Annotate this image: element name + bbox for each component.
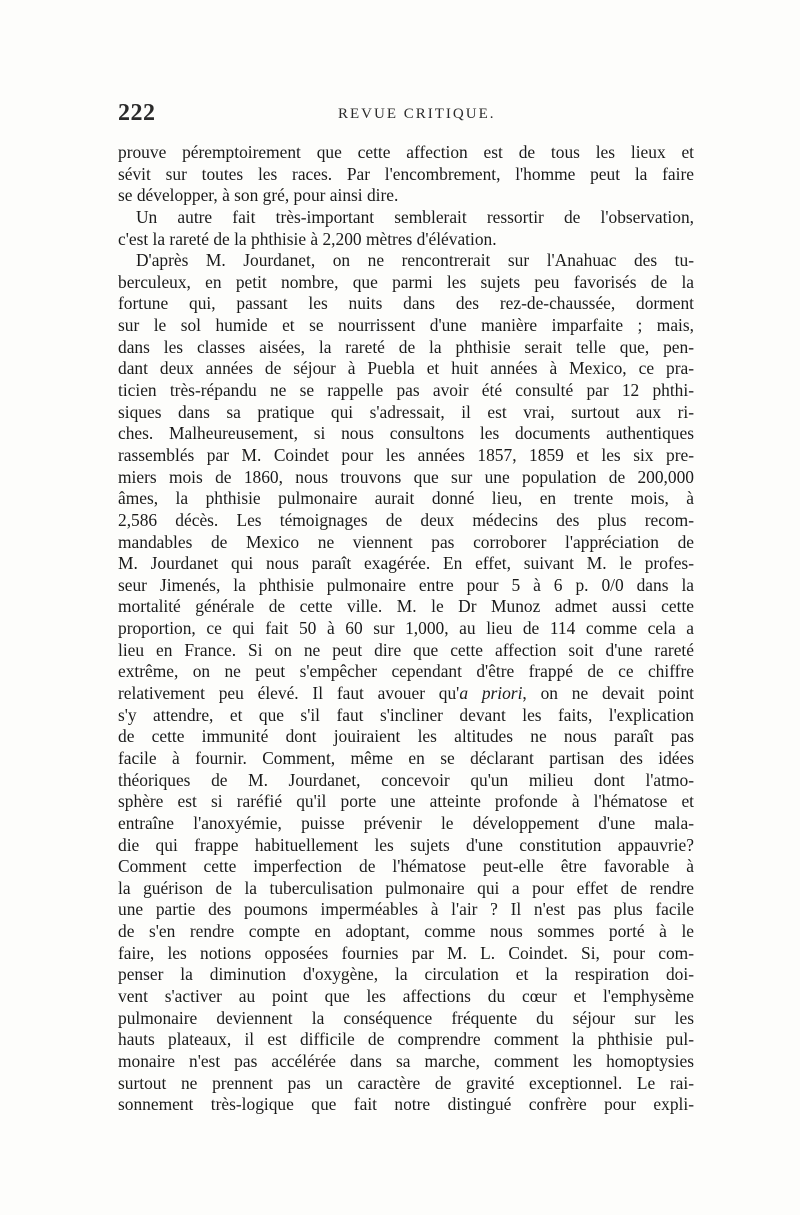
text-line: ticien très-répandu ne se rappelle pas avoir été consulté par 12 phthi- bbox=[118, 380, 694, 401]
text-line: surtout ne prennent pas un caractère de gravité exceptionnel. Le rai- bbox=[118, 1072, 694, 1093]
text-line: théoriques de M. Jourdanet, concevoir qu'un milieu dont l'atmo- bbox=[118, 769, 694, 790]
text-line: mandables de Mexico ne viennent pas corroborer l'appréciation de bbox=[118, 531, 694, 552]
text-line: miers mois de 1860, nous trouvons que sur une population de 200,000 bbox=[118, 466, 694, 487]
text-line: de s'en rendre compte en adoptant, comme nous sommes porté à le bbox=[118, 921, 694, 942]
text-line: vent s'activer au point que les affections du cœur et l'emphysème bbox=[118, 985, 694, 1006]
text-line: âmes, la phthisie pulmonaire aurait donné lieu, en trente mois, à bbox=[118, 488, 694, 509]
text-line: la guérison de la tuberculisation pulmonaire qui a pour effet de rendre bbox=[118, 877, 694, 898]
text-line: Comment cette imperfection de l'hématose peut-elle être favorable à bbox=[118, 856, 694, 877]
text-line: siques dans sa pratique qui s'adressait, il est vrai, surtout aux ri- bbox=[118, 401, 694, 422]
text-line: ches. Malheureusement, si nous consultons les documents authentiques bbox=[118, 423, 694, 444]
text-line: M. Jourdanet qui nous paraît exagérée. En effet, suivant M. le profes- bbox=[118, 553, 694, 574]
text-line: sonnement très-logique que fait notre distingué confrère pour expli- bbox=[118, 1094, 694, 1115]
body-text bbox=[118, 142, 694, 1116]
text-line: lieu en France. Si on ne peut dire que cette affection soit d'une rareté bbox=[118, 639, 694, 660]
text-line: s'y attendre, et que s'il faut s'incliner devant les faits, l'explication bbox=[118, 704, 694, 725]
text-line: c'est la rareté de la phthisie à 2,200 mètres d'élévation. bbox=[118, 228, 497, 249]
running-title: REVUE CRITIQUE. bbox=[338, 106, 496, 122]
page-header bbox=[118, 96, 694, 136]
text-line: hauts plateaux, il est difficile de comprendre comment la phthisie pul- bbox=[118, 1029, 694, 1050]
text-line: sphère est si raréfié qu'il porte une atteinte profonde à l'hématose et bbox=[118, 791, 694, 812]
text-line: dant deux années de séjour à Puebla et huit années à Mexico, ce pra- bbox=[118, 358, 694, 379]
text-line: sévit sur toutes les races. Par l'encombrement, l'homme peut la faire bbox=[118, 163, 694, 184]
text-line: une partie des poumons imperméables à l'air ? Il n'est pas plus facile bbox=[118, 899, 694, 920]
text-line: 2,586 décès. Les témoignages de deux médecins des plus recom- bbox=[118, 509, 694, 530]
text-line: sur le sol humide et se nourrissent d'une manière imparfaite ; mais, bbox=[118, 315, 694, 336]
text-line-end: , on ne devait point bbox=[522, 683, 694, 704]
text-line: entraîne l'anoxyémie, puisse prévenir le développement d'une mala- bbox=[118, 812, 694, 833]
text-line: facile à fournir. Comment, même en se déclarant partisan des idées bbox=[118, 747, 694, 768]
text-line: rassemblés par M. Coindet pour les années 1857, 1859 et les six pre- bbox=[118, 444, 694, 465]
text-line: de cette immunité dont jouiraient les altitudes ne nous paraît pas bbox=[118, 726, 694, 747]
text-line: prouve péremptoirement que cette affection est de tous les lieux et bbox=[118, 142, 694, 162]
text-line: mortalité générale de cette ville. M. le Dr Munoz admet aussi cette bbox=[118, 596, 694, 617]
text-line: D'après M. Jourdanet, on ne rencontrerait sur l'Anahuac des tu- bbox=[136, 250, 694, 271]
page-number: 222 bbox=[118, 100, 156, 126]
text-line: proportion, ce qui fait 50 à 60 sur 1,000, au lieu de 114 comme cela a bbox=[118, 618, 694, 639]
italic-phrase: a priori bbox=[459, 683, 523, 704]
text-line: Un autre fait très-important semblerait ressortir de l'observation, bbox=[136, 206, 694, 227]
text-line: penser la diminution d'oxygène, la circulation et la respiration doi- bbox=[118, 964, 694, 985]
text-line: se développer, à son gré, pour ainsi dire. bbox=[118, 185, 399, 206]
text-line: dans les classes aisées, la rareté de la phthisie serait telle que, pen- bbox=[118, 336, 694, 357]
text-line: die qui frappe habituellement les sujets d'une constitution appauvrie? bbox=[118, 834, 694, 855]
text-line: faire, les notions opposées fournies par M. L. Coindet. Si, pour com- bbox=[118, 942, 694, 963]
text-line-start: relativement peu élevé. Il faut avouer qu' bbox=[118, 683, 460, 704]
text-line: fortune qui, passant les nuits dans des rez-de-chaussée, dorment bbox=[118, 293, 694, 314]
text-line-with-italic bbox=[118, 683, 694, 705]
text-line: seur Jimenés, la phthisie pulmonaire entre pour 5 à 6 p. 0/0 dans la bbox=[118, 574, 694, 595]
text-line: berculeux, en petit nombre, que parmi les sujets peu favorisés de la bbox=[118, 271, 694, 292]
text-line: monaire n'est pas accélérée dans sa marche, comment les homoptysies bbox=[118, 1050, 694, 1071]
text-line: pulmonaire deviennent la conséquence fréquente du séjour sur les bbox=[118, 1007, 694, 1028]
text-line: extrême, on ne peut s'empêcher cependant d'être frappé de ce chiffre bbox=[118, 661, 694, 682]
